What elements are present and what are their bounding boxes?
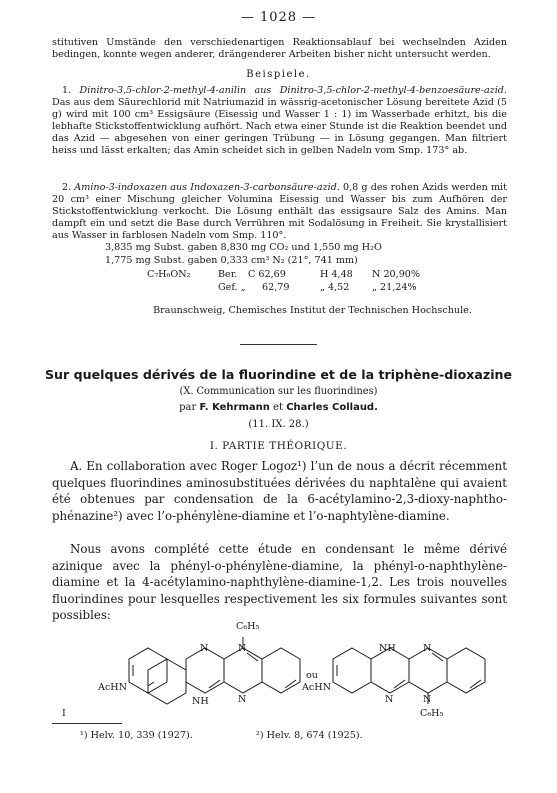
example-2-text: 0,8 g des rohen Azids werden mit 20 cm³ einer Mischung gleicher Volumina Eisessig und Wasser bis zum Aufhören der Stickstoffentwicklung verkocht. Die Lösung enthält das essigsaure Salz des Amins. Man dampft ein und setzt die Base durch Verrühren mit Sodalösung in Freiheit. Sie krystallisiert aus Wasser in farblosen Nadeln vom Smp. 110°. [52,182,507,241]
right-ring-3 [409,648,447,693]
left-nh-bottom: NH [192,696,209,707]
right-achn: AcHN [302,682,332,693]
beispiele-heading: Beispiele. [246,69,311,80]
section-divider [240,344,317,345]
left-ring-4 [186,648,224,693]
author-1: F. Kehrmann [199,402,270,413]
left-ring-6 [262,648,300,693]
footnote-2: ²) Helv. 8, 674 (1925). [256,730,363,741]
analysis-ber-h: H 4,48 [320,269,353,280]
right-n-bottom-2: N [423,694,432,705]
left-n-top-2: N [238,643,247,654]
footnote-1: ¹) Helv. 10, 339 (1927). [80,730,193,741]
analysis-line-2: 1,775 mg Subst. gaben 0,333 cm³ N₂ (21°, 741 mm) [105,255,358,266]
example-1-number: 1. [62,85,72,96]
article-subtitle: (X. Communication sur les fluorindines) [179,386,378,397]
example-2 [52,182,507,242]
intro-paragraph: stitutiven Umstände den verschiedenartigen Reaktionsablauf bei wechselnden Aziden bedingen, konnte wegen anderer, drängenderer Arbeiten bisher nicht untersucht werden. [52,37,507,60]
affiliation: Braunschweig, Chemisches Institut der Technischen Hochschule. [153,305,472,316]
right-n-bottom-1: N [385,694,394,705]
or-label: ou [306,670,318,681]
paragraph-1: A. En collaboration avec Roger Logoz¹) l’un de nous a décrit récemment quelques fluorindines aminosubstituées dérivées du naphtalène qui avaient été obtenues par condensation de la 6-acétylamino-2,3-dioxy-naphtho-phénazine²) avec l’o-phénylène-diamine et l’o-naphtylène-diamine. [52,459,507,523]
example-1-text: Das aus dem Säurechlorid mit Natriumazid in wässrig-acetonischer Lösung bereitete Azid (5 g) wird mit 100 cm³ Essigsäure (Eisessig und Wasser 1 : 1) im Wasserbade erhitzt, bis die lebhafte Stickstoffentwicklung aufhört. Nach etwa einer Stunde ist die Reaktion beendet und das Azid — abgesehen von einer geringen Trübung — in Lösung gegangen. Man filtriert heiss und lässt erkalten; das Amin scheidet sich in gelben Nadeln vom Smp. 173° ab. [52,97,507,156]
article-date: (11. IX. 28.) [248,419,309,430]
left-achn: AcHN [98,682,128,693]
right-ring-1 [333,648,371,693]
analysis-line-1: 3,835 mg Subst. gaben 8,830 mg CO₂ und 1,550 mg H₂O [105,242,382,253]
right-nh-top: NH [379,643,396,654]
right-ring-2 [371,648,409,693]
right-n-top: N [423,643,432,654]
analysis-ber-label: Ber. [218,269,238,280]
article-title: Sur quelques dérivés de la fluorindine et de la triphène-dioxazine [44,367,513,382]
paragraph-2: Nous avons complété cette étude en condensant le même dérivé azinique avec la phényl-o-phénylène-diamine, la phényl-o-naphthylène-diamine et la 4-acétylamino-naphthylène-diamine-1,2. Les trois nouvelles fluorindines pour lesquelles respectivement les six formules suivantes sont possibles: [52,542,507,623]
author-2: Charles Collaud. [286,402,378,413]
analysis-ber-n: N 20,90% [372,269,421,280]
left-c6h5: C₆H₅ [236,621,260,632]
footnote-rule [52,723,122,724]
example-1-title: Dinitro-3,5-chlor-2-methyl-4-anilin aus Dinitro-3,5-chlor-2-methyl-4-benzoesäure-azid. [79,85,507,96]
left-label: I [62,708,66,719]
analysis-gef-label: Gef. „ [218,282,246,293]
right-ring-4 [447,648,485,693]
analysis-ber-c: C 62,69 [248,269,286,280]
right-c6h5: C₆H₅ [420,708,444,719]
page-number: — 1028 — [240,10,317,25]
left-n-bottom: N [238,694,247,705]
example-2-number: 2. [62,182,72,193]
left-ring-5 [224,648,262,693]
chemical-structures [0,612,557,720]
authors-by: par [179,402,197,413]
analysis-gef-c: 62,79 [262,282,290,293]
article-authors [0,402,557,413]
analysis-formula: C₇H₆ON₂ [147,269,191,280]
example-1 [52,85,507,157]
example-2-title: Amino-3-indoxazen aus Indoxazen-3-carbonsäure-azid. [74,182,340,193]
authors-and: et [273,402,284,413]
analysis-gef-h: „ 4,52 [320,282,350,293]
left-n-top-1: N [200,643,209,654]
analysis-gef-n: „ 21,24% [372,282,417,293]
section-heading: I. PARTIE THÉORIQUE. [209,440,348,452]
